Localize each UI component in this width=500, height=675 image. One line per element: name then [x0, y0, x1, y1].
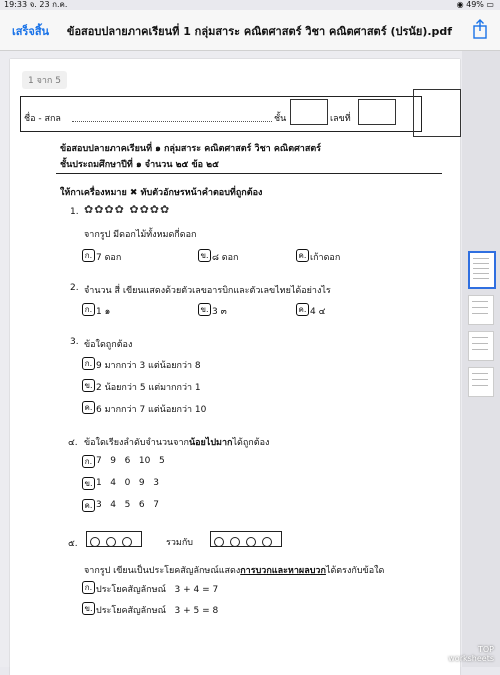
number-field[interactable] [358, 99, 396, 125]
thumbnail-page-4[interactable] [468, 367, 494, 397]
circle-icon [122, 537, 132, 547]
q4-choice-c-label[interactable]: ค. [82, 499, 95, 512]
instruction: ให้กาเครื่องหมาย ✖ ทับตัวอักษรหน้าคำตอบที่ถูกต้อง [60, 188, 263, 198]
question-4-number: ๔. [68, 438, 78, 448]
question-3-text: ข้อใดถูกต้อง [84, 340, 133, 350]
circle-icon [90, 537, 100, 547]
name-label: ชื่อ - สกล [24, 114, 61, 124]
divider [56, 173, 442, 174]
q3-choice-a-label[interactable]: ก. [82, 357, 95, 370]
q2-choice-a-label[interactable]: ก. [82, 303, 95, 316]
q2-choice-c-label[interactable]: ค. [296, 303, 309, 316]
thumbnail-page-3[interactable] [468, 331, 494, 361]
status-time-date: 19:33 จ. 23 ก.ค. [4, 0, 68, 9]
class-field[interactable] [290, 99, 328, 125]
pdf-viewer[interactable] [0, 51, 500, 667]
document-title: ข้อสอบปลายภาคเรียนที่ 1 กลุ่มสาระ คณิตศาสตร์ วิชา คณิตศาสตร์ (ปรนัย).pdf [66, 25, 453, 38]
q3-choice-b-text: 2 น้อยกว่า 5 แต่มากกว่า 1 [96, 383, 201, 393]
q4-choice-c-text: 3 4 5 6 7 [96, 500, 159, 510]
q1-choice-c-text: เก้าดอก [310, 253, 341, 263]
combine-label: รวมกับ [166, 538, 193, 548]
pdf-page [10, 59, 460, 675]
question-1-number: 1. [70, 207, 79, 217]
q1-choice-b-text: ๘ ดอก [212, 253, 239, 263]
q1-choice-b-label[interactable]: ข. [198, 249, 211, 262]
share-icon[interactable] [472, 19, 488, 39]
name-blank[interactable] [72, 121, 272, 122]
q5-choice-b-label[interactable]: ข. [82, 602, 95, 615]
q1-choice-a-text: 7 ดอก [96, 253, 122, 263]
flowers-icon: ✿✿✿✿ ✿✿✿✿ [84, 203, 171, 216]
q3-choice-c-label[interactable]: ค. [82, 401, 95, 414]
three-circles-box [86, 531, 142, 547]
q4-choice-b-label[interactable]: ข. [82, 477, 95, 490]
question-1-text: จากรูป มีดอกไม้ทั้งหมดกี่ดอก [84, 230, 197, 240]
q2-choice-c-text: 4 ๔ [310, 307, 326, 317]
exam-header-2: ชั้นประถมศึกษาปีที่ ๑ จำนวน ๒๕ ข้อ ๒๕ [60, 160, 219, 170]
exam-header-1: ข้อสอบปลายภาคเรียนที่ ๑ กลุ่มสาระ คณิตศาสตร์ วิชา คณิตศาสตร์ [60, 144, 322, 154]
four-circles-box [210, 531, 282, 547]
circle-icon [230, 537, 240, 547]
q5-choice-a-text: ประโยคสัญลักษณ์ 3 + 4 = 7 [96, 585, 219, 595]
done-button[interactable]: เสร็จสิ้น [12, 25, 50, 38]
circle-icon [106, 537, 116, 547]
thumbnail-page-1[interactable] [468, 251, 496, 289]
score-box [413, 89, 461, 137]
q1-choice-c-label[interactable]: ค. [296, 249, 309, 262]
q2-choice-b-label[interactable]: ข. [198, 303, 211, 316]
circle-icon [246, 537, 256, 547]
q2-choice-b-text: 3 ๓ [212, 307, 227, 317]
question-5-number: ๕. [68, 539, 78, 549]
question-3-number: 3. [70, 337, 79, 347]
number-label: เลขที่ [330, 114, 351, 124]
q5-choice-a-label[interactable]: ก. [82, 581, 95, 594]
q3-choice-c-text: 6 มากกว่า 7 แต่น้อยกว่า 10 [96, 405, 207, 415]
navigation-bar [0, 10, 500, 51]
class-label: ชั้น [274, 114, 287, 124]
q5-choice-b-text: ประโยคสัญลักษณ์ 3 + 5 = 8 [96, 606, 219, 616]
watermark-logo: TOP worksheets [448, 645, 494, 663]
question-4-text: ข้อใดเรียงลำดับจำนวนจากน้อยไปมากได้ถูกต้อง [84, 438, 270, 448]
q4-choice-a-label[interactable]: ก. [82, 455, 95, 468]
question-2-text: จำนวน สี่ เขียนแสดงด้วยตัวเลขอารบิกและตัวเลขไทยได้อย่างไร [84, 286, 331, 296]
page-thumbnails [462, 51, 500, 667]
q3-choice-a-text: 9 มากกว่า 3 แต่น้อยกว่า 8 [96, 361, 201, 371]
q4-choice-a-text: 7 9 6 10 5 [96, 456, 165, 466]
page-indicator: 1 จาก 5 [22, 71, 67, 89]
circle-icon [214, 537, 224, 547]
question-5-text: จากรูป เขียนเป็นประโยคสัญลักษณ์แสดงการบวกและหาผลบวกได้ตรงกับข้อใด [84, 566, 385, 576]
question-2-number: 2. [70, 283, 79, 293]
thumbnail-page-2[interactable] [468, 295, 494, 325]
q4-choice-b-text: 1 4 0 9 3 [96, 478, 159, 488]
q3-choice-b-label[interactable]: ข. [82, 379, 95, 392]
status-bar [0, 0, 500, 10]
circle-icon [262, 537, 272, 547]
q1-choice-a-label[interactable]: ก. [82, 249, 95, 262]
q2-choice-a-text: 1 ๑ [96, 307, 111, 317]
battery-indicator: ◉ 49% ▭ [456, 0, 494, 9]
